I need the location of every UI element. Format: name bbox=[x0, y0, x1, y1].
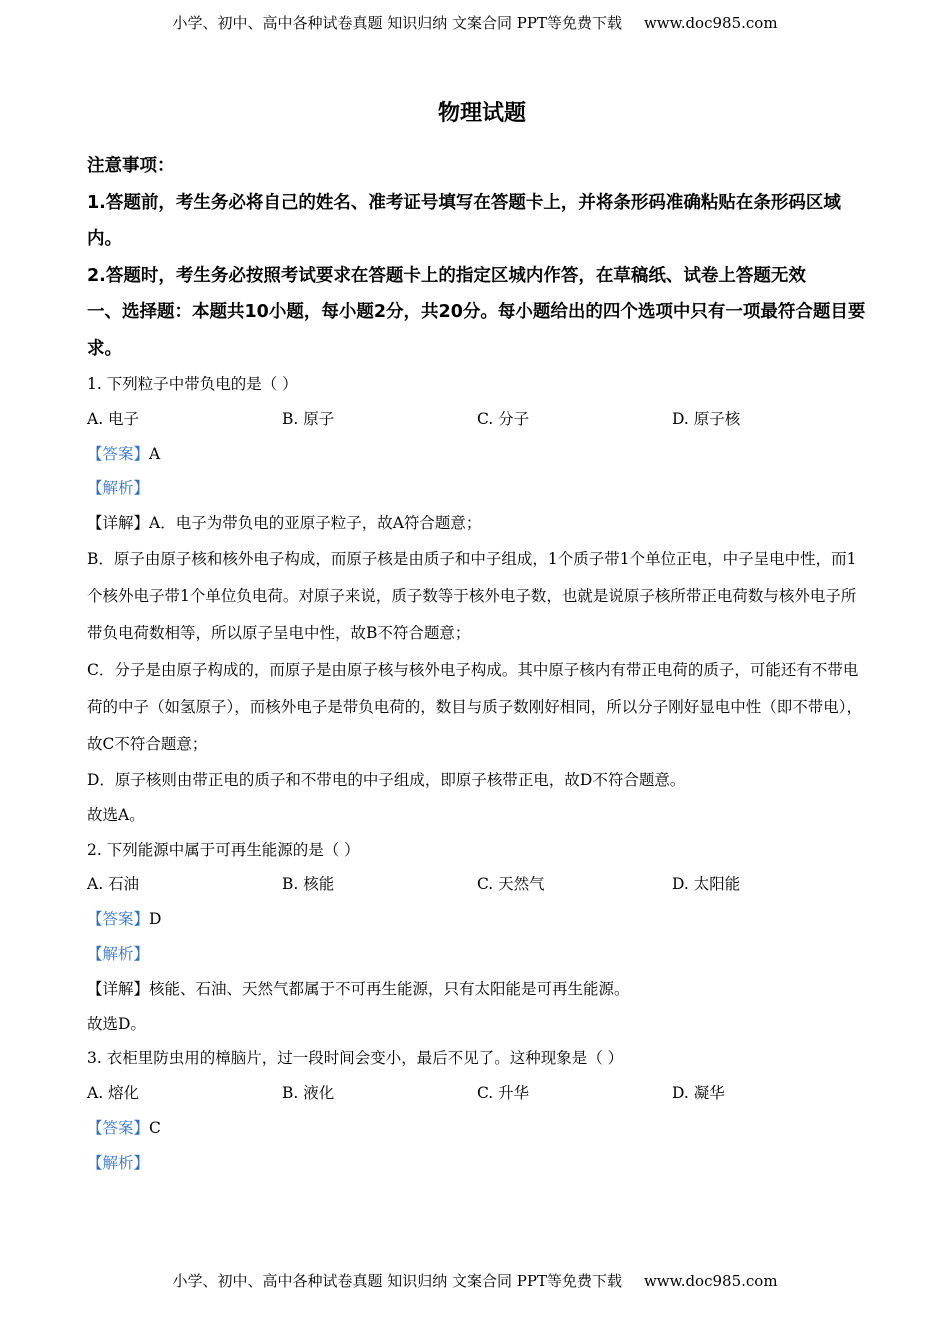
q1-detail-d: D．原子核则由带正电的质子和不带电的中子组成，即原子核带正电，故D不符合题意。 bbox=[87, 770, 686, 789]
q1-option-a: A. 电子 bbox=[87, 409, 140, 428]
analysis-tag: 【解析】 bbox=[87, 1153, 150, 1172]
q3-option-d: D. 凝华 bbox=[672, 1084, 725, 1103]
q1-option-d: D. 原子核 bbox=[672, 409, 741, 428]
q2-options bbox=[87, 867, 867, 902]
section-heading: 一、选择题：本题共10小题，每小题2分，共20分。每小题给出的四个选项中只有一项最符合题目要求。 bbox=[87, 302, 866, 359]
footer-text: 小学、初中、高中各种试卷真题 知识归纳 文案合同 PPT等免费下载 bbox=[172, 1272, 622, 1290]
notice-heading: 注意事项： bbox=[87, 156, 175, 176]
q1-option-b: B. 原子 bbox=[282, 409, 335, 428]
q2-option-d: D. 太阳能 bbox=[672, 875, 741, 894]
detail-tag: 【详解】 bbox=[87, 979, 150, 998]
header-site-link[interactable]: www.doc985.com bbox=[643, 14, 778, 32]
q1-detail-c: C．分子是由原子构成的，而原子是由原子核与核外电子构成。其中原子核内有带正电荷的质子，可能还有不带电荷的中子（如氢原子），而核外电子是带负电荷的，数目与质子数刚好相同，所以分子刚好显电中性（即不带电），故C不符合题意； bbox=[87, 660, 863, 753]
analysis-tag: 【解析】 bbox=[87, 944, 150, 963]
q1-answer-row bbox=[87, 437, 867, 472]
q1-detail-a: A．电子为带负电的亚原子粒子，故A符合题意； bbox=[149, 514, 482, 533]
q1-option-c: C. 分子 bbox=[477, 409, 530, 428]
q1-answer: A bbox=[149, 444, 161, 463]
q1-detail-a-row bbox=[87, 506, 867, 541]
page-header bbox=[0, 12, 950, 33]
answer-tag: 【答案】 bbox=[87, 444, 150, 463]
q3-option-a: A. 熔化 bbox=[87, 1084, 140, 1103]
answer-tag: 【答案】 bbox=[87, 910, 150, 929]
answer-tag: 【答案】 bbox=[87, 1118, 150, 1137]
q1-analysis-row bbox=[87, 471, 867, 506]
q2-option-c: C. 天然气 bbox=[477, 875, 545, 894]
document-body bbox=[87, 95, 867, 1181]
q1-options bbox=[87, 402, 867, 437]
q2-conclusion: 故选D。 bbox=[87, 1014, 146, 1033]
page-title: 物理试题 bbox=[437, 101, 526, 126]
notice-item-1: 1.答题前，考生务必将自己的姓名、准考证号填写在答题卡上，并将条形码准确粘贴在条形码区域内。 bbox=[87, 192, 841, 249]
detail-tag: 【详解】 bbox=[87, 514, 150, 533]
q2-stem: 2. 下列能源中属于可再生能源的是（ ） bbox=[87, 840, 360, 859]
header-text: 小学、初中、高中各种试卷真题 知识归纳 文案合同 PPT等免费下载 bbox=[172, 14, 622, 32]
q2-analysis-row bbox=[87, 937, 867, 972]
q1-stem: 1. 下列粒子中带负电的是（ ） bbox=[87, 375, 298, 393]
q2-detail-row bbox=[87, 972, 867, 1007]
q1-conclusion: 故选A。 bbox=[87, 805, 145, 824]
q3-option-b: B. 液化 bbox=[282, 1084, 335, 1103]
q2-option-a: A. 石油 bbox=[87, 875, 140, 894]
analysis-tag: 【解析】 bbox=[87, 479, 150, 498]
notice-item-2: 2.答题时，考生务必按照考试要求在答题卡上的指定区城内作答，在草稿纸、试卷上答题无效 bbox=[87, 265, 806, 286]
q3-answer: C bbox=[149, 1118, 161, 1137]
q2-option-b: B. 核能 bbox=[282, 875, 335, 894]
q3-options bbox=[87, 1076, 867, 1111]
q2-answer: D bbox=[149, 910, 162, 929]
q3-stem: 3. 衣柜里防虫用的樟脑片，过一段时间会变小，最后不见了。这种现象是（ ） bbox=[87, 1049, 624, 1068]
q2-detail: 核能、石油、天然气都属于不可再生能源，只有太阳能是可再生能源。 bbox=[149, 979, 630, 998]
q1-detail-b: B．原子由原子核和核外电子构成，而原子核是由质子和中子组成，1个质子带1个单位正电，中子呈电中性，而1个核外电子带1个单位负电荷。对原子来说，质子数等于核外电子数，也就是说原子核所带正电荷数与核外电子所带负电荷数相等，所以原子呈电中性，故B不符合题意； bbox=[87, 549, 857, 642]
page-footer bbox=[0, 1270, 950, 1291]
q3-analysis-row bbox=[87, 1146, 867, 1181]
footer-site-link[interactable]: www.doc985.com bbox=[643, 1272, 778, 1290]
q3-option-c: C. 升华 bbox=[477, 1084, 530, 1103]
q2-answer-row bbox=[87, 902, 867, 937]
q3-answer-row bbox=[87, 1111, 867, 1146]
